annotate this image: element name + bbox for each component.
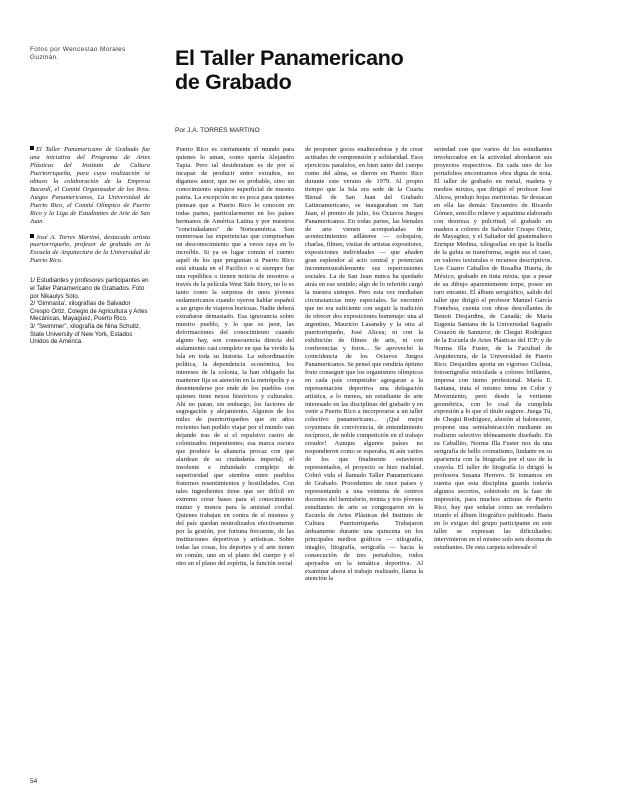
byline: Por J.A. TORRES MARTINO — [175, 127, 260, 134]
body-column-2 — [305, 146, 423, 786]
article-title — [175, 46, 595, 94]
body-text-3: seriedad con que varios de los estudiantes involucrados en la actividad abordaron sus proyectos respectivos. En cada uno de los portafolios encontramos obra digna de nota. El taller de grabado en metal, madera y medios mixtos, que dirigió el profesor José Alicea, produjo hojas meritorias. Se destacan en ella las demás: Encuentro de Ricardo Gómez, sencillo relieve y aquatinta elaborado con destreza y pulcritud; el grabado en madera a colores de Salvador Crespo Ortiz, de Mayagüez, y el Saltador del guatemalteco Enrique Medina, xilografías en que la huella de la gubia se transforma, según sea el caso, en valores texturales o recursos descriptivos. Los Cuatro Caballos de Rosalba Huerta, de México, grabado en tinta mixta, que a pesar de su dibujo aparentemente torpe, posee un raro encanto. El álbum serigráfico, salido del taller que dirigió el profesor Manuel García Fonteboa, cuenta con obras descollantes de Benoit Desjardins, de Canadá; de María Eugenia Santana de la Universidad Sagrado Corazón de Santurce; de Chegui Rodríguez de la Escuela de Artes Plásticas del ICP; y de Norma Illa Fuster, de la Facultad de Arquitectura, de la Universidad de Puerto Rico. Desjardins aporta un vigoroso Ciclista, fotoserigrafía reticulada a colores brillantes, impresa con tiento profesional. María E. Santana, trata el mismo tema en Color y Movimiento, pero desde la vertiente geométrica, con lo cual da cumplida expresión a lo que el título sugiere. Juega Tú, de Chegui Rodríguez, alusión al baloncesto, propone una semiabstracción mediante un realismo selectivo idóneamente diseñado. En su Caballito, Norma Illa Fuster nos da una serigrafía de bello cromatismo, lindante en su apariencia con la litografía por el uso de la crayola. El taller de litografía lo dirigió la profesora Susana Herrero. Si tomamos en cuenta que esta disciplina guarda todavía algunos secretos, sobretodo en la fase de impresión, para muchos artistas de Puerto Rico, hay que señalar como un verdadero triunfo el álbum litográfico publicado. Hasta en lo exiguo del grupo participante en este taller se expresan las dificultades; intervinieron en el mismo solo seis docena de estudiantes. De esta carpeta sobresale el — [434, 146, 552, 551]
bullet-square-icon — [30, 234, 34, 238]
body-column-1 — [176, 146, 294, 786]
caption-3: 3/ "Swimmer", xilografía de Nina Schultz, State University of New York, Estados Unidos de América. — [30, 322, 141, 346]
body-column-3 — [434, 146, 552, 786]
photo-credit: Fotos por Wenceslao Morales Guzmán. — [30, 46, 126, 61]
caption-1: 1/ Estudiantes y profesores participantes en el Taller Panamericano de Grabados. Foto por Nikaulys Soto. — [30, 277, 149, 300]
page-number: 54 — [30, 778, 38, 785]
bullet-square-icon — [30, 146, 34, 150]
author-note: José A. Torres Martinó, destacado artista puertorriqueño, profesor de grabado en la Escuela de Arquitectura de la Universidad de Puerto Rico. — [30, 233, 150, 265]
body-text-2: de proponer goces enaltecedoras y de crear actitudes de comprensión y solidaridad. Esos ejercicios paralelos, en bien tanto del cuerpo como del alma, se dieron en Puerto Rico durante este verano de 1979. Al propio tiempo que la Isla era sede de la Cuarta Bienal de San Juan del Grabado Latinoamericano, se inauguraban en San Juan, el premio de julio, los Octavos Juegos Panamericanos. En todas partes, las bienales de arte vienen acompañadas de acontecimientos adláteres — coloquios, charlas, filmes, visitas de artistas expositores, exposiciones individuales — que añaden gran esplendor al acto central y potencian inconmensurablemente sus repercusiones sociales. La de San Juan nunca ha quedado atrás en ese sentido; algo de lo referido cargó la nuestra siempre. Pero esta vez mediaban circunstancias muy especiales. Se encontró que no era suficiente con seguir la tradición de ofrecer dos exposiciones homenaje: una al argentino, Mauricio Lasansky y la otra al puertorriqueño, José Alicea; ni con la exhibición de filmes de arte, ni con conferencias y foros... Se aprovechó la coincidencia de los Octavos Juegos Panamericanos. Se pensó que rendiría óptimo fruto conseguir que los organismos olímpicos en cada país competidor agregaran a la representación deportiva una delegación artística, a lo menos, un estudiante de arte interesado en las disciplinas del grabado y en venir a Puerto Rico a incorporarse a un taller colectivo panamericano... ¡Qué mejor coyuntura de convivencia, de entendimiento recíproco, de noble competición en el trabajo creador! Aunque algunos países no respondieron como se esperaba, ni aún varios de los que finalmente estuvieron representados, el proyecto se hizo realidad. Cobró vida el llamado Taller Panamericano de Grabado. Procedentes de once países y representando a una veintena de centros docentes del hemisferio, treinta y tres jóvenes estudiantes de arte se congregaron en la Escuela de Artes Plásticas del Instituto de Cultura Puertorriqueña. Trabajaron árduamente durante una quincena en los principales medios gráficos — xilografía, intaglio, litografía, serigrafía — hacia la consecución de tres portafolios, todos apoyados en la temática deportiva. Al examinar ahora el trabajo realizado, llama la atención la — [305, 146, 423, 583]
sidebar-intro: El Taller Panamericano de Grabado fue una iniciativa del Programa de Artes Plásticas del Instituto de Cultura Puertorriqueña, para cuya realización se obtuvo la colaboración de la Empresa Bacardí, el Comité Organizador de los 8vos. Juegos Panamericanos, La Universidad de Puerto Rico, el Comité Olímpico de Puerto Rico y la Liga de Estudiantes de Arte de San Juan. — [30, 146, 150, 225]
caption-2: 2/ 'Gimnasta', xilografías de Salvador Crespo Ortiz, Colegio de Agricultura y Artes Mecánicas, Mayagüez, Puerto Rico. — [30, 300, 148, 323]
sidebar-column — [30, 146, 150, 346]
photo-captions — [30, 277, 150, 345]
title-line-2: de Grabado — [175, 70, 292, 94]
body-text-1: Puerto Rico es ciertamente el mundo para quienes lo aman, como quería Alejandro Tapia. Pero tal desideratum es de por sí incapaz de producir entre extraños, no digamos amor, que no es probable, sino un conocimiento siquiera superficial de nuestra patria. La excepción no es poca para quienes piensan que a Puerto Rico lo conocen en todas partes, particularmente en los países hermanos de América Latina y por nuestros "conciudadanos" de Norteamérica. Son numerosas las experiencias que comprueban un desconocimiento que a veces raya en lo increíble. Si ya es lugar común el cuento aquél de los que preguntan si Puerto Rico está situada en el Pacífico o si siempre fue una república o tienen noticia de nosotros a través de la película West Side Story, no lo es tanto como la sorpresa de unos jóvenes sudamericanos cuando oyeron hablar español a un grupo de viajeros boricuas. Nadie deberá extrañarse demasiado. Esa ignorancia sobre nuestro pueblo, y lo que es peor, las deformaciones del conocimiento cuando alguno hay, son consecuencia directa del aislamiento casi completo en que ha vivido la Isla en toda su historia. La subordinación política, la dependencia económica, los intereses de la colonia, la han obligado ha mantener fija su atención en la metrópolis y a desentenderse por ende de los pueblos con quienes tiene nexos históricos y culturales. Ahí no paran, sin embargo, los factores de segregación y alejamiento. Algunos de los miles de puertorriqueños que en años recientes han podido viajar por el mundo van dejando tras de sí el repulsivo rastro de colonizados impenitentes; esa marca oscura que produce la altanería procaz con que alardean de su ciudadanía imperial; el insolente e infundado complejo de superioridad que siembra entre pueblos fraternos resentimientos y hostilidades. Con tales ingredientes tiene que ser difícil en extremo crear bases para el conocimiento mutuo y menos para la amistad cordial. Quienes trabajan en contra de sí mismos y del país quedan neutralizados efectivamente por la gestión, por fortuna frecuente, de las instituciones deportivas y artísticas. Sobre todas las cosas, los deportes y el arte tienen en común, uno en el plano del cuerpo y el otro en el plano del espíritu, la función social — [176, 146, 294, 567]
title-line-1: El Taller Panamericano — [175, 46, 404, 70]
